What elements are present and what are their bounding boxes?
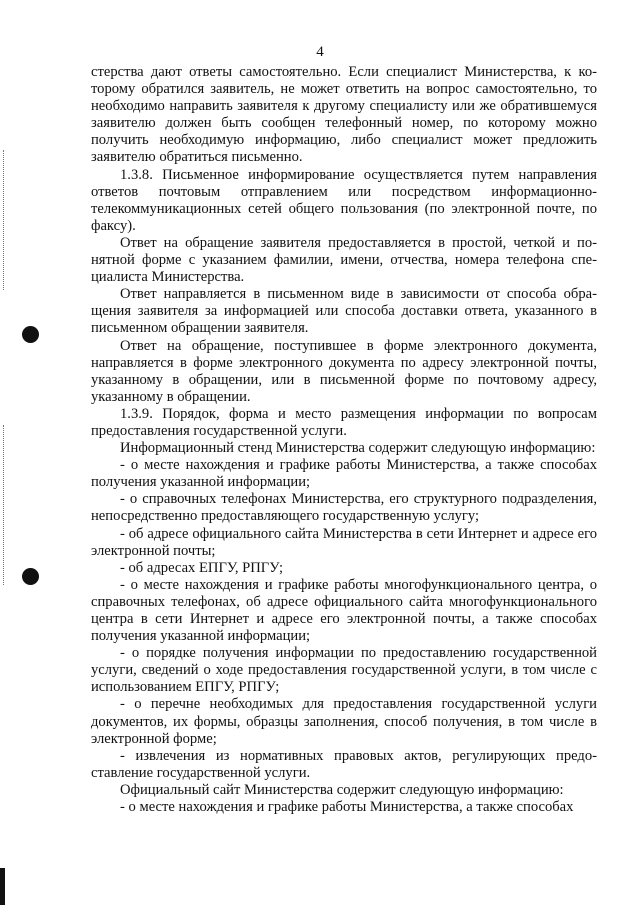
list-item: - о порядке получения информации по предоставлению государственной услуги, сведений о ходе предоставления государственной услуги, в том числе с использованием ЕПГУ, РПГУ;: [91, 645, 597, 696]
list-item: - об адресе официального сайта Министерства в сети Интернет и адресе его электронной почты;: [91, 525, 597, 559]
list-item: - извлечения из нормативных правовых актов, регулирующих предоставление государственной услуги.: [91, 747, 597, 781]
scan-edge-marks: [3, 425, 10, 585]
paragraph: 1.3.9. Порядок, форма и место размещения информации по вопросам предоставления государственной услуги.: [91, 405, 597, 439]
page-number: 4: [316, 44, 324, 60]
scan-edge-marks: [3, 150, 10, 290]
paragraph: Официальный сайт Министерства содержит следующую информацию:: [120, 781, 564, 798]
scan-edge-bar: [0, 868, 5, 905]
list-item: - о справочных телефонах Министерства, его структурного подразделения, непосредственно предоставляющего государственную услугу;: [91, 491, 597, 525]
list-item: - о месте нахождения и графике работы Министерства, а также способах: [120, 799, 574, 816]
punch-hole: [22, 326, 39, 343]
list-item: - о месте нахождения и графике работы многофункционального центра, о справочных телефонах, об адресе официального сайта многофункционального центра в сети Интернет и адресе его электронной почты, а также способах получения указанной информации;: [91, 576, 597, 645]
paragraph: Ответ направляется в письменном виде в зависимости от способа обращения заявителя за информацией или способа доставки ответа, указанного в письменном обращении заявителя.: [91, 286, 597, 337]
list-item: - о месте нахождения и графике работы Министерства, а также способах получения указанной информации;: [91, 457, 597, 491]
paragraph: Информационный стенд Министерства содержит следующую информацию:: [120, 440, 596, 457]
paragraph: Ответ на обращение заявителя предоставляется в простой, четкой и понятной форме с указанием фамилии, имени, отчества, номера телефона специалиста Министерства.: [91, 234, 597, 286]
paragraph: стерства дают ответы самостоятельно. Если специалист Министерства, к которому обратился заявитель, не может ответить на вопрос самостоятельно, то необходимо направить заявителя к другому специалисту или же обратившемуся заявителю должен быть сообщен телефонный номер, по которому можно получить необходимую информацию, либо специалист может предложить заявителю обратиться письменно.: [91, 64, 597, 166]
punch-hole: [22, 568, 39, 585]
list-item: - об адресах ЕПГУ, РПГУ;: [120, 559, 284, 576]
paragraph: 1.3.8. Письменное информирование осуществляется путем направления ответов почтовым отправлением или посредством информационно-телекоммуникационных сетей общего пользования (по электронной почте, по факсу).: [91, 166, 597, 234]
body-text: [91, 64, 597, 816]
list-item: - о перечне необходимых для предоставления государственной услуги документов, их формы, образцы заполнения, способ получения, в том числе в электронной форме;: [91, 696, 597, 747]
paragraph: Ответ на обращение, поступившее в форме электронного документа, направляется в форме электронного документа по адресу электронной почты, указанному в обращении, или в письменной форме по почтовому адресу, указанному в обращении.: [91, 337, 597, 405]
